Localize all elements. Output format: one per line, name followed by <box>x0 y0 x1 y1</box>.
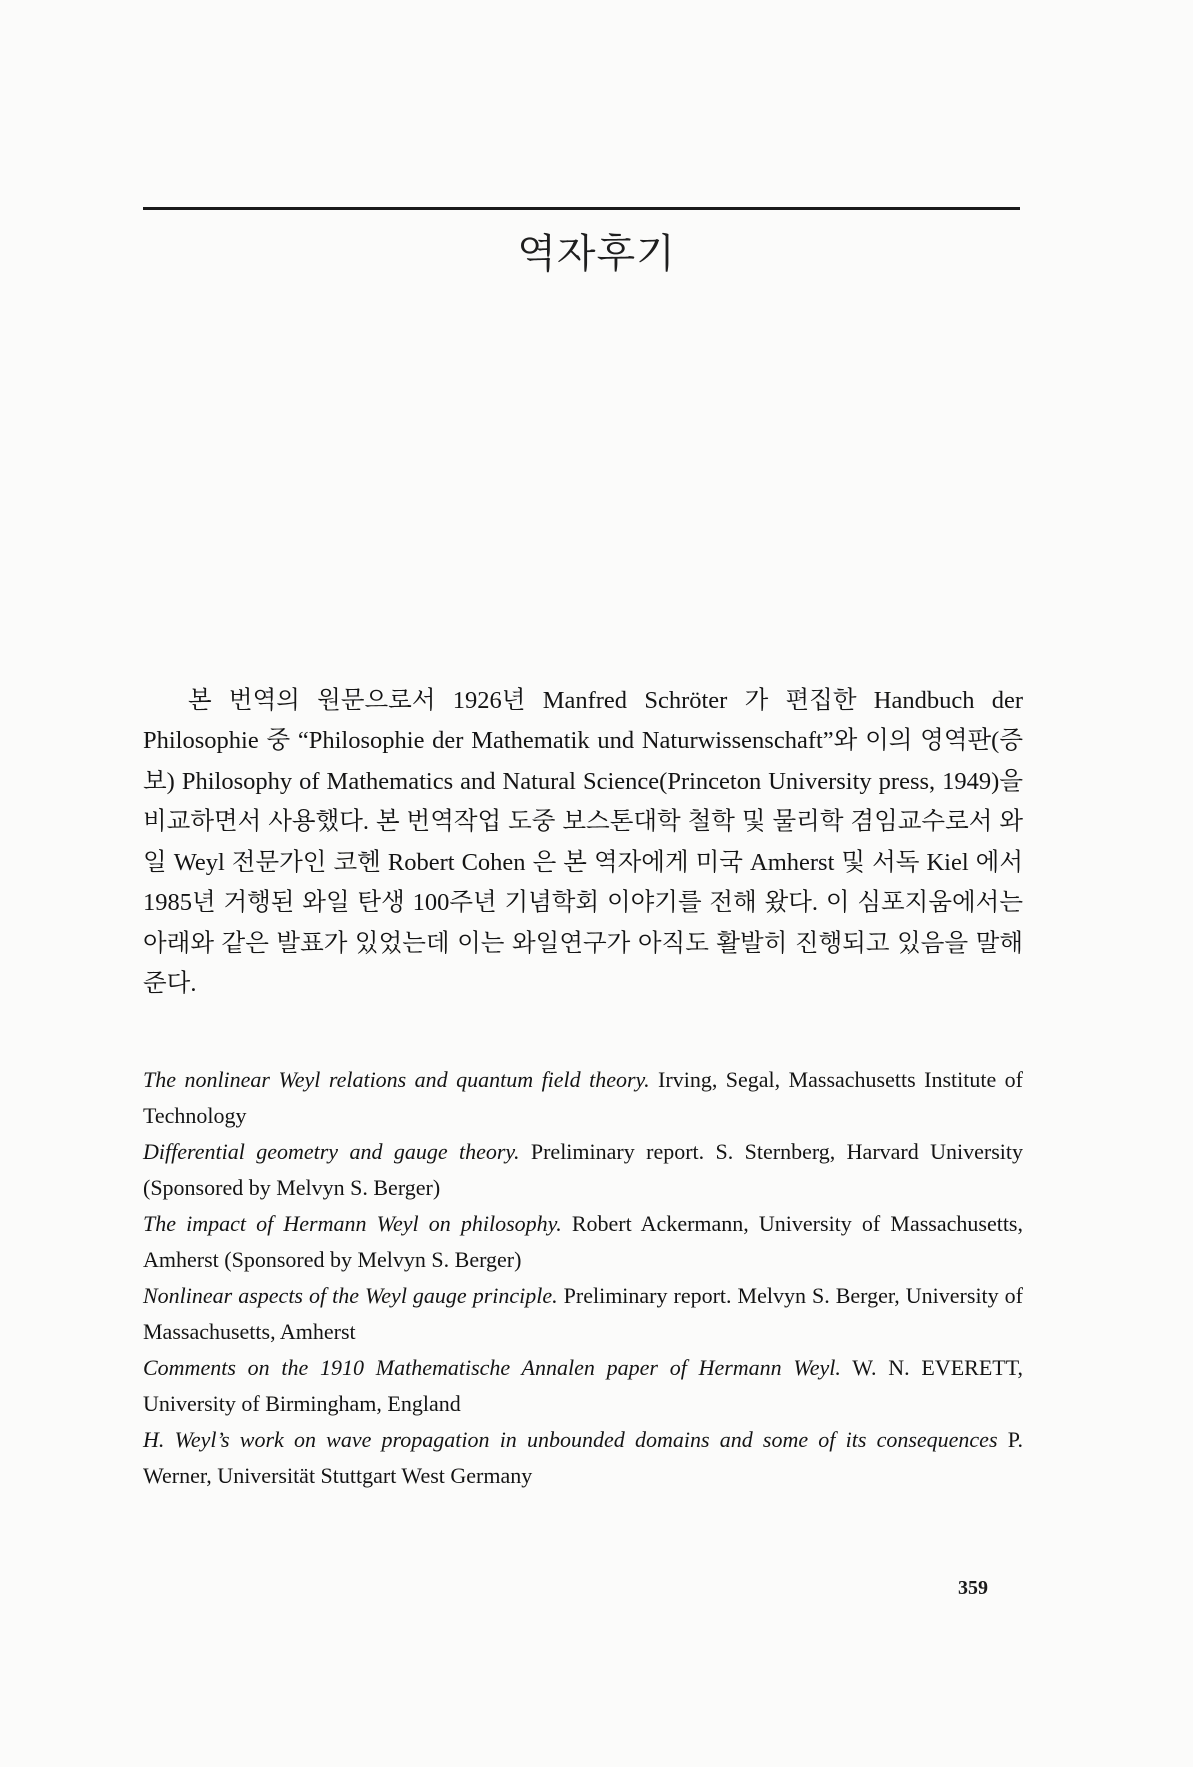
top-rule <box>143 207 1020 210</box>
reference-item <box>143 1350 1023 1422</box>
reference-details: Irving, Segal, Massachusetts Institute of Technology <box>143 1067 1023 1128</box>
reference-details: Robert Ackermann, University of Massachusetts, Amherst (Sponsored by Melvyn S. Berger) <box>143 1211 1023 1272</box>
body-paragraph: 본 번역의 원문으로서 1926년 Manfred Schröter 가 편집한 Handbuch der Philosophie 중 “Philosophie der Mathematik und Naturwissenschaft”와 이의 영역판(증보) Philosophy of Mathematics and Natural Science(Princeton University press, 1949)을 비교하면서 사용했다. 본 번역작업 도중 보스톤대학 철학 및 물리학 겸임교수로서 와일 Weyl 전문가인 코헨 Robert Cohen 은 본 역자에게 미국 Amherst 및 서독 Kiel 에서 1985년 거행된 와일 탄생 100주년 기념학회 이야기를 전해 왔다. 이 심포지움에서는 아래와 같은 발표가 있었는데 이는 와일연구가 아직도 활발히 진행되고 있음을 말해 준다. <box>143 686 1023 997</box>
reference-title: Comments on the 1910 Mathematische Annalen paper of Hermann Weyl. <box>143 1355 841 1380</box>
reference-details: Preliminary report. Melvyn S. Berger, University of Massachusetts, Amherst <box>143 1283 1023 1344</box>
reference-item <box>143 1278 1023 1350</box>
page-number: 359 <box>958 1577 988 1599</box>
reference-item <box>143 1422 1023 1494</box>
chapter-title: 역자후기 <box>517 231 676 277</box>
reference-title: Differential geometry and gauge theory. <box>143 1139 520 1164</box>
reference-list <box>143 1062 1023 1494</box>
reference-title: The nonlinear Weyl relations and quantum field theory. <box>143 1067 650 1092</box>
reference-details: P. Werner, Universität Stuttgart West Germany <box>143 1427 1024 1488</box>
reference-title: H. Weyl’s work on wave propagation in unbounded domains and some of its consequences <box>143 1427 998 1452</box>
reference-item <box>143 1206 1023 1278</box>
reference-details: W. N. EVERETT, University of Birmingham, England <box>143 1355 1023 1416</box>
reference-item <box>143 1134 1023 1206</box>
reference-title: The impact of Hermann Weyl on philosophy. <box>143 1211 562 1236</box>
reference-details: Preliminary report. S. Sternberg, Harvard University (Sponsored by Melvyn S. Berger) <box>143 1139 1023 1200</box>
reference-title: Nonlinear aspects of the Weyl gauge principle. <box>143 1283 558 1308</box>
reference-item <box>143 1062 1023 1134</box>
